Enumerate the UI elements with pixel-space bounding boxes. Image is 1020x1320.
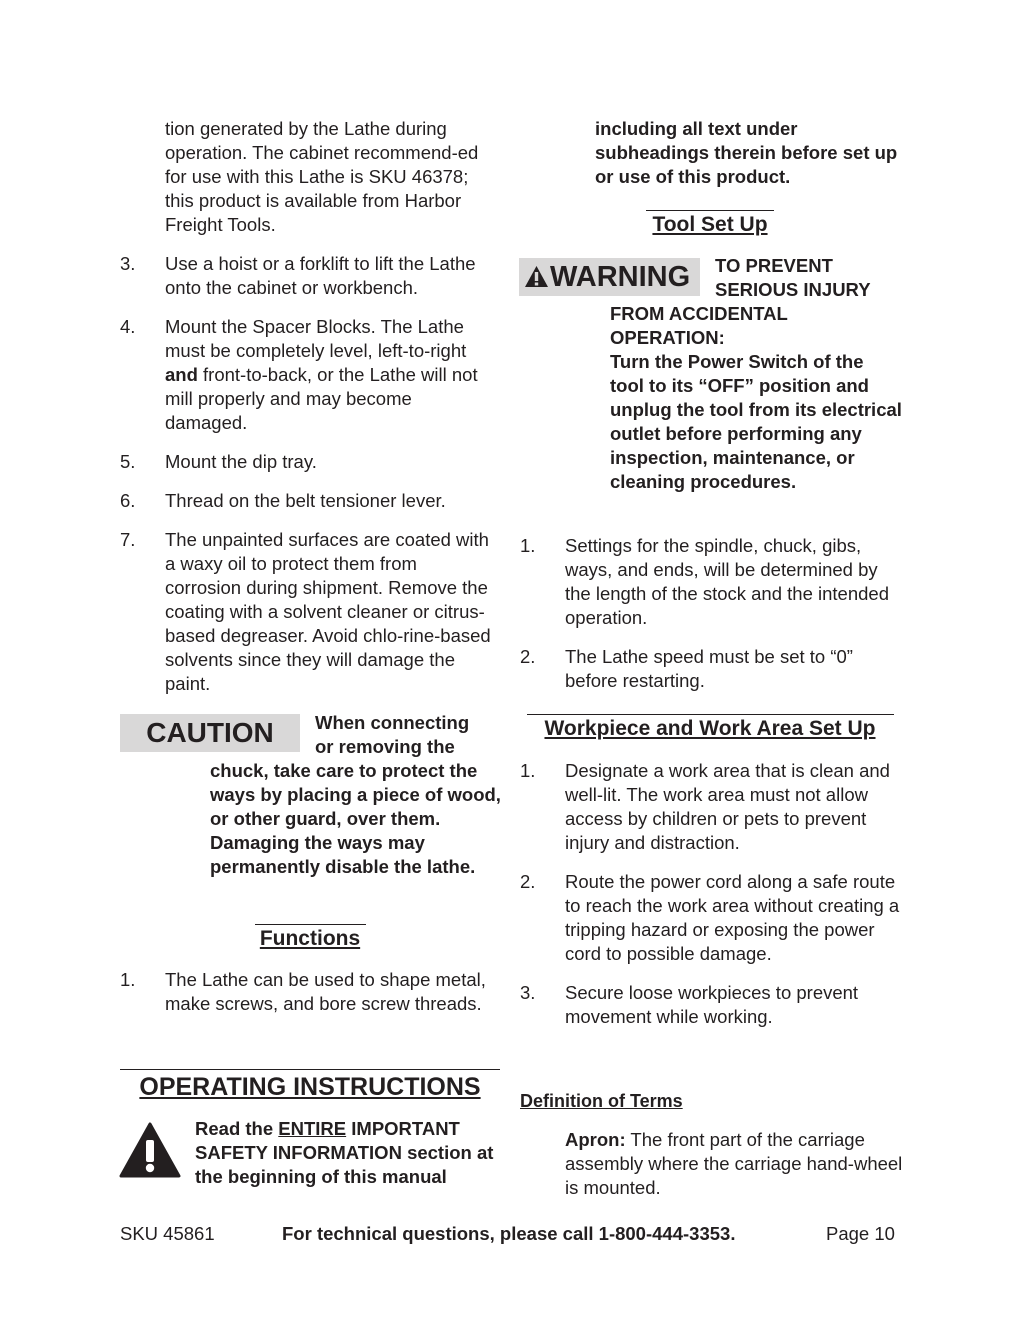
warning-label-text: WARNING [550,261,691,293]
heading-rule [255,924,366,925]
workpiece-text: Secure loose workpieces to prevent movement while working. [565,982,859,1027]
workpiece-text: Designate a work area that is clean and well-lit. The work area must not allow access by children or pets to prevent injury and distraction. [565,760,890,853]
step-number: 6. [120,490,136,511]
right-intro-continuation: including all text under subheadings therein before set up or use of this product. [595,118,898,187]
step-text: Thread on the belt tensioner lever. [165,490,446,511]
setup-text: Settings for the spindle, chuck, gibs, ways, and ends, will be determined by the length of the stock and the intended operation. [565,535,889,628]
step-text: The unpainted surfaces are coated with a waxy oil to protect them from corrosion during shipment. Remove the coating with a solvent cleaner or citrus-based degreaser. Avoid chlo-rine-based solvents since they will damage the paint. [165,529,491,694]
caution-text-line2: or removing the [315,736,455,757]
warning-label [519,258,700,296]
heading-rule [646,210,774,211]
footer-support-phone: For technical questions, please call 1-800-444-3353. [282,1223,736,1244]
workpiece-heading: Workpiece and Work Area Set Up [544,717,876,740]
notice-part: IMPORTANT SAFETY INFORMATION section at the beginning of this manual [195,1118,494,1187]
functions-heading: Functions [259,927,361,950]
step-text [165,315,497,435]
notice-part: Read the [195,1118,279,1139]
step-number: 4. [120,316,136,337]
workpiece-number: 1. [520,760,536,781]
footer-page-number: Page 10 [826,1223,895,1244]
definition-apron [565,1128,905,1200]
tool-setup-heading: Tool Set Up [652,213,768,236]
warning-line2: SERIOUS INJURY [715,279,871,300]
step-number: 3. [120,253,136,274]
section-top-rule [120,1069,500,1070]
function-text: The Lathe can be used to shape metal, make screws, and bore screw threads. [165,969,486,1014]
setup-number: 2. [520,646,536,667]
caution-text-line1: When connecting [315,712,470,733]
workpiece-text: Route the power cord along a safe route to reach the work area without creating a tripping hazard or exposing the power cord to possible damage. [565,871,900,964]
caution-text-body: chuck, take care to protect the ways by placing a piece of wood, or other guard, over them. Damaging the ways may permanently disable the lathe. [210,760,501,877]
step-text: Mount the dip tray. [165,451,317,472]
read-manual-notice [195,1117,505,1189]
definition-term: Apron: [565,1129,626,1150]
footer-sku: SKU 45861 [120,1223,215,1244]
intro-continuation: tion generated by the Lathe during operation. The cabinet recommend-ed for use with this Lathe is SKU 46378; this product is available from Harbor Freight Tools. [165,118,479,235]
workpiece-number: 3. [520,982,536,1003]
workpiece-number: 2. [520,871,536,892]
step-text-part: Mount the Spacer Blocks. The Lathe must be completely level, left-to-right [165,316,467,361]
step-text-emphasis: and [165,364,198,385]
warning-triangle-icon [524,265,549,288]
step-text-part: front-to-back, or the Lathe will not mill properly and may become damaged. [165,364,478,433]
warning-line1: TO PREVENT [715,255,833,276]
warning-body: Turn the Power Switch of the tool to its “OFF” position and unplug the tool from its electrical outlet before performing any inspection, maintenance, or cleaning procedures. [610,351,902,492]
safety-alert-icon [119,1122,181,1178]
step-text: Use a hoist or a forklift to lift the Lathe onto the cabinet or workbench. [165,253,476,298]
notice-underlined: ENTIRE [278,1118,347,1139]
setup-number: 1. [520,535,536,556]
step-number: 7. [120,529,136,550]
setup-text: The Lathe speed must be set to “0” before restarting. [565,646,853,691]
heading-rule [527,714,894,715]
definition-text: The front part of the carriage assembly where the carriage hand-wheel is mounted. [565,1129,903,1198]
warning-line3: FROM ACCIDENTAL OPERATION: [610,303,788,348]
function-number: 1. [120,969,136,990]
step-number: 5. [120,451,136,472]
definition-heading: Definition of Terms [520,1091,683,1111]
caution-label: CAUTION [120,714,300,752]
operating-instructions-title: OPERATING INSTRUCTIONS [139,1073,481,1101]
